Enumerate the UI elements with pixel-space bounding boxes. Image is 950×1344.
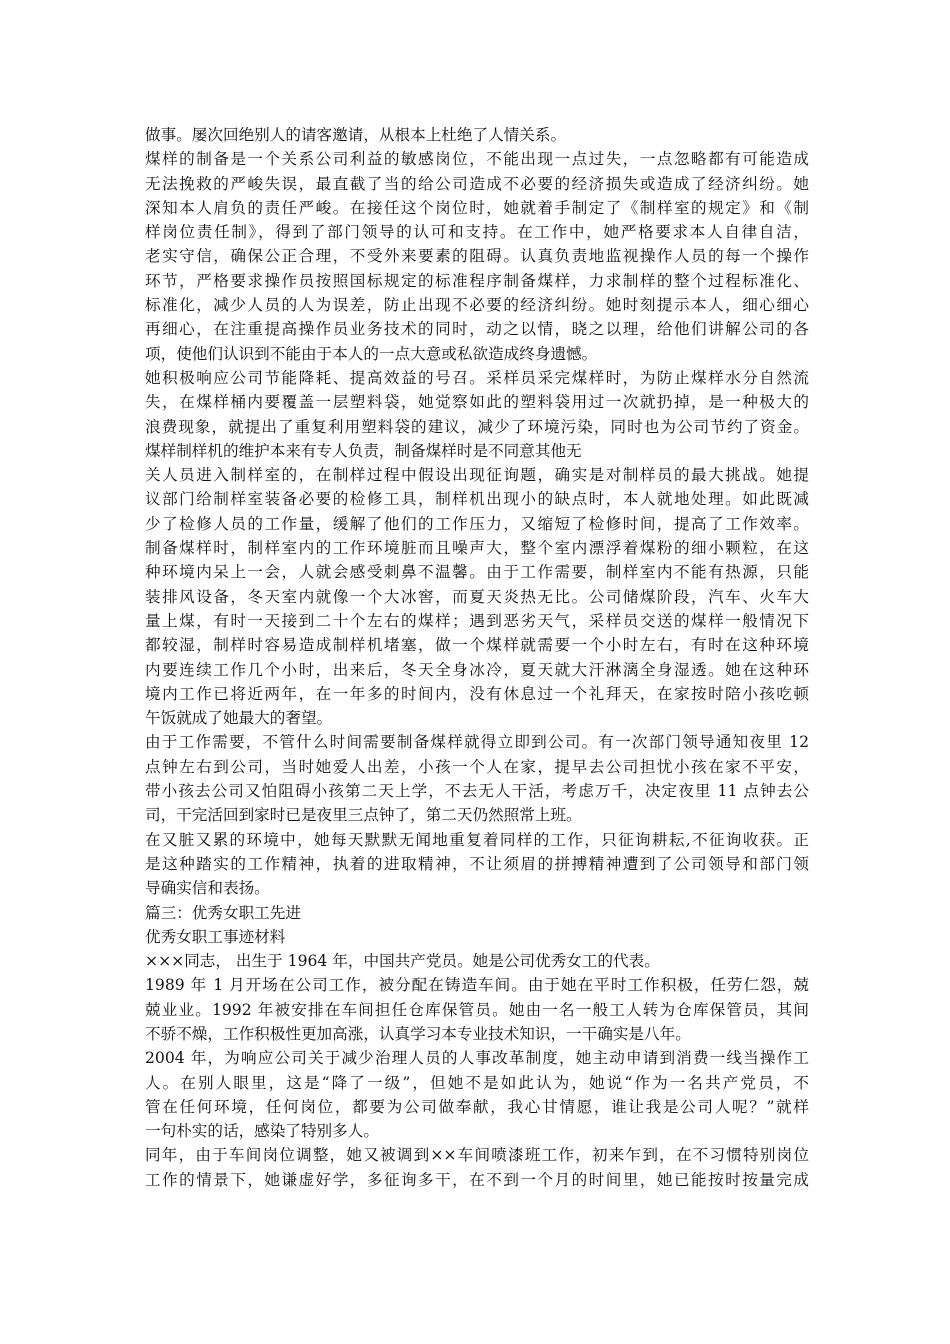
text-line: 管在任何环境，任何岗位，都要为公司做奉献，我心甘情愿，谁让我是公司人呢？”就样 <box>145 1097 809 1116</box>
text-line: 老实守信，确保公正合理，不受外来要素的阻碍。认真负责地监视操作人员的每一个操作 <box>145 247 809 266</box>
text-line: 浪费现象，就提出了重复利用塑料袋的建议，减少了环境污染，同时也为公司节约了资金。 <box>145 417 809 436</box>
text-line: ×××同志， 出生于 1964 年，中国共产党员。她是公司优秀女工的代表。 <box>145 952 660 971</box>
text-line: 工作的情景下，她谦虚好学，多征询多干，在不到一个月的时间里，她已能按时按量完成 <box>145 1170 809 1189</box>
text-line: 量上煤，有时一天接到二十个左右的煤样；遇到恶劣天气，采样员交送的煤样一般情况下 <box>145 611 809 630</box>
document-body <box>145 123 809 1192</box>
text-line: 司，干完活回到家时已是夜里三点钟了，第二天仍然照常上班。 <box>145 806 582 825</box>
subsection-heading: 优秀女职工事迹材料 <box>145 927 286 946</box>
text-line: 装排风设备，冬天室内就像一个大冰窖，而夏天炎热无比。公司储煤阶段，汽车、火车大 <box>145 587 809 606</box>
text-line: 制备煤样时，制样室内的工作环境脏而且噪声大，整个室内漂浮着煤粉的细小颗粒，在这 <box>145 539 809 558</box>
text-line: 是这种踏实的工作精神，执着的进取精神，不让须眉的拼搏精神遭到了公司领导和部门领 <box>145 854 809 873</box>
text-line: 带小孩去公司又怕阻碍小孩第二天上学，不去无人干活，考虑万千，决定夜里 11 点钟去公 <box>145 782 809 801</box>
text-line: 做事。屡次回绝别人的请客邀请，从根本上杜绝了人情关系。 <box>145 126 567 144</box>
text-line: 煤样制样机的维护本来有专人负责，制备煤样时是不同意其他无 <box>145 441 582 460</box>
text-line: 标准化，减少人员的人为误差，防止出现不必要的经济纠纷。她时刻提示本人，细心细心 <box>145 296 809 315</box>
text-line: 1989 年 1 月开场在公司工作，被分配在铸造车间。由于她在平时工作积极，任劳仁怨，兢 <box>145 976 809 995</box>
text-line: 同年，由于车间岗位调整，她又被调到××车间喷漆班工作，初来乍到，在不习惯特别岗位 <box>145 1146 809 1165</box>
text-line: 内要连续工作几个小时，出来后，冬天全身冰冷，夏天就大汗淋漓全身湿透。她在这种环 <box>145 660 809 679</box>
text-line: 她积极响应公司节能降耗、提高效益的号召。采样员采完煤样时，为防止煤样水分自然流 <box>145 368 809 387</box>
text-line: 都较湿，制样时容易造成制样机堵塞，做一个煤样就需要一个小时左右，有时在这种环境 <box>145 636 809 655</box>
text-line: 无法挽救的严峻失误，最直截了当的给公司造成不必要的经济损失或造成了经济纠纷。她 <box>145 174 809 193</box>
text-line: 一句朴实的话，感染了特别多人。 <box>145 1122 379 1141</box>
text-line: 兢业业。1992 年被安排在车间担任仓库保管员。她由一名一般工人转为仓库保管员，其间 <box>145 1000 809 1019</box>
section-heading: 篇三：优秀女职工先进 <box>145 903 301 922</box>
text-line: 在又脏又累的环境中，她每天默默无闻地重复着同样的工作，只征询耕耘,不征询收获。正 <box>145 830 809 849</box>
text-line: 点钟左右到公司，当时她爱人出差，小孩一个人在家，提早去公司担忧小孩在家不平安， <box>145 757 809 776</box>
text-line: 样岗位责任制》，得到了部门领导的认可和支持。在工作中，她严格要求本人自律自洁， <box>145 223 809 242</box>
text-line: 失，在煤样桶内要覆盖一层塑料袋，她觉察如此的塑料袋用过一次就扔掉，是一种极大的 <box>145 393 809 412</box>
text-line: 人。在别人眼里，这是“降了一级”，但她不是如此认为，她说“作为一名共产党员，不 <box>145 1073 809 1092</box>
text-line: 项，使他们认识到不能由于本人的一点大意或私欲造成终身遗憾。 <box>145 344 598 363</box>
text-line: 不骄不燥，工作积极性更加高涨，认真学习本专业技术知识，一干确实是八年。 <box>145 1024 691 1043</box>
text-line: 少了检修人员的工作量，缓解了他们的工作压力，又缩短了检修时间，提高了工作效率。 <box>145 514 809 533</box>
text-line: 导确实信和表扬。 <box>145 879 270 898</box>
text-line: 境内工作已将近两年，在一年多的时间内，没有休息过一个礼拜天，在家按时陪小孩吃顿 <box>145 684 809 703</box>
text-line: 议部门给制样室装备必要的检修工具，制样机出现小的缺点时，本人就地处理。如此既减 <box>145 490 809 509</box>
text-line: 种环境内呆上一会，人就会感受刺鼻不温馨。由于工作需要，制样室内不能有热源，只能 <box>145 563 809 582</box>
text-line: 煤样的制备是一个关系公司利益的敏感岗位，不能出现一点过失，一点忽略都有可能造成 <box>145 150 809 169</box>
text-line: 深知本人肩负的责任严峻。在接任这个岗位时，她就着手制定了《制样室的规定》和《制 <box>145 198 809 217</box>
text-line: 再细心，在注重提高操作员业务技术的同时，动之以情，晓之以理，给他们讲解公司的各 <box>145 320 809 339</box>
text-line: 午饭就成了她最大的奢望。 <box>145 709 333 728</box>
text-line: 关人员进入制样室的，在制样过程中假设出现征询题，确实是对制样员的最大挑战。她提 <box>145 466 809 485</box>
text-line: 环节，严格要求操作员按照国标规定的标准程序制备煤样，力求制样的整个过程标准化、 <box>145 271 809 290</box>
text-line: 由于工作需要，不管什么时间需要制备煤样就得立即到公司。有一次部门领导通知夜里 12 <box>145 733 809 752</box>
text-line: 2004 年，为响应公司关于减少治理人员的人事改革制度，她主动申请到消费一线当操作工 <box>145 1049 809 1068</box>
